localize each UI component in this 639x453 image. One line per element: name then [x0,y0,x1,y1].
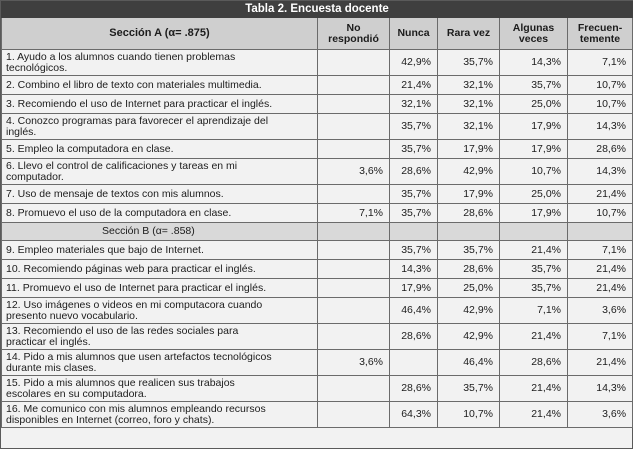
nunca-value: 35,7% [390,185,438,204]
table-row [2,279,633,298]
frecuentemente-value: 7,1% [568,50,633,76]
table-row [2,402,633,428]
frecuentemente-value: 10,7% [568,204,633,223]
no-respondio-value [318,140,390,159]
section-b-body [2,241,633,428]
table-row [2,95,633,114]
item-text: 4. Conozco programas para favorecer el aprendizaje del inglés. [2,114,318,140]
table-row [2,159,633,185]
table-row [2,50,633,76]
item-text: 9. Empleo materiales que bajo de Internet. [2,241,318,260]
survey-table [1,1,633,428]
algunas-veces-value: 35,7% [500,279,568,298]
rara-vez-value: 42,9% [438,324,500,350]
algunas-veces-value: 25,0% [500,95,568,114]
algunas-veces-value: 21,4% [500,376,568,402]
nunca-value: 42,9% [390,50,438,76]
rara-vez-value: 17,9% [438,185,500,204]
frecuentemente-value: 3,6% [568,402,633,428]
frecuentemente-value: 7,1% [568,241,633,260]
algunas-veces-value: 35,7% [500,76,568,95]
rara-vez-value: 17,9% [438,140,500,159]
item-text: 10. Recomiendo páginas web para practicar el inglés. [2,260,318,279]
no-respondio-value [318,241,390,260]
rara-vez-value: 32,1% [438,95,500,114]
rara-vez-value: 32,1% [438,114,500,140]
table-row [2,376,633,402]
frecuentemente-value: 21,4% [568,260,633,279]
no-respondio-value: 3,6% [318,159,390,185]
no-respondio-value: 3,6% [318,350,390,376]
algunas-veces-value: 28,6% [500,350,568,376]
no-respondio-value [318,76,390,95]
nunca-value: 46,4% [390,298,438,324]
no-respondio-value [318,185,390,204]
algunas-veces-value: 7,1% [500,298,568,324]
frecuentemente-value: 21,4% [568,279,633,298]
table-row [2,350,633,376]
algunas-veces-value: 21,4% [500,241,568,260]
algunas-veces-value: 14,3% [500,50,568,76]
header-algunas-veces: Algunas veces [500,18,568,50]
no-respondio-value [318,95,390,114]
no-respondio-value: 7,1% [318,204,390,223]
frecuentemente-value: 3,6% [568,298,633,324]
nunca-value: 17,9% [390,279,438,298]
no-respondio-value [318,376,390,402]
item-text: 11. Promuevo el uso de Internet para practicar el inglés. [2,279,318,298]
algunas-veces-value: 25,0% [500,185,568,204]
no-respondio-value [318,279,390,298]
nunca-value: 28,6% [390,159,438,185]
item-text: 14. Pido a mis alumnos que usen artefactos tecnológicos durante mis clases. [2,350,318,376]
item-text: 5. Empleo la computadora en clase. [2,140,318,159]
item-text: 12. Uso imágenes o videos en mi computacora cuando presento nuevo vocabulario. [2,298,318,324]
no-respondio-value [318,114,390,140]
item-text: 3. Recomiendo el uso de Internet para practicar el inglés. [2,95,318,114]
frecuentemente-value: 28,6% [568,140,633,159]
no-respondio-value [318,298,390,324]
item-text: 6. Llevo el control de calificaciones y tareas en mi computador. [2,159,318,185]
table-row [2,241,633,260]
nunca-value: 21,4% [390,76,438,95]
section-b-row [2,223,633,241]
nunca-value [390,350,438,376]
nunca-value: 14,3% [390,260,438,279]
algunas-veces-value: 17,9% [500,204,568,223]
rara-vez-value: 46,4% [438,350,500,376]
algunas-veces-value: 17,9% [500,114,568,140]
no-respondio-value [318,402,390,428]
item-text: 8. Promuevo el uso de la computadora en clase. [2,204,318,223]
rara-vez-value: 35,7% [438,50,500,76]
frecuentemente-value: 10,7% [568,76,633,95]
rara-vez-value: 35,7% [438,241,500,260]
frecuentemente-value: 21,4% [568,350,633,376]
rara-vez-value: 25,0% [438,279,500,298]
table-header-row [2,18,633,50]
table-row [2,76,633,95]
frecuentemente-value: 14,3% [568,376,633,402]
no-respondio-value [318,324,390,350]
frecuentemente-value: 14,3% [568,114,633,140]
nunca-value: 28,6% [390,324,438,350]
table-row [2,298,633,324]
table-title: Tabla 2. Encuesta docente [2,2,633,18]
nunca-value: 32,1% [390,95,438,114]
header-section-a: Sección A (α= .875) [2,18,318,50]
nunca-value: 35,7% [390,114,438,140]
no-respondio-value [318,260,390,279]
item-text: 2. Combino el libro de texto con materiales multimedia. [2,76,318,95]
rara-vez-value: 42,9% [438,159,500,185]
algunas-veces-value: 10,7% [500,159,568,185]
table-row [2,324,633,350]
table-row [2,204,633,223]
nunca-value: 64,3% [390,402,438,428]
nunca-value: 28,6% [390,376,438,402]
item-text: 16. Me comunico con mis alumnos empleando recursos disponibles en Internet (correo, foro y chats). [2,402,318,428]
frecuentemente-value: 10,7% [568,95,633,114]
header-rara-vez: Rara vez [438,18,500,50]
item-text: 7. Uso de mensaje de textos con mis alumnos. [2,185,318,204]
algunas-veces-value: 17,9% [500,140,568,159]
table-title-row [2,2,633,18]
rara-vez-value: 35,7% [438,376,500,402]
rara-vez-value: 32,1% [438,76,500,95]
algunas-veces-value: 21,4% [500,324,568,350]
header-nunca: Nunca [390,18,438,50]
nunca-value: 35,7% [390,140,438,159]
nunca-value: 35,7% [390,241,438,260]
header-frecuentemente: Frecuen- temente [568,18,633,50]
rara-vez-value: 28,6% [438,260,500,279]
item-text: 13. Recomiendo el uso de las redes sociales para practicar el inglés. [2,324,318,350]
rara-vez-value: 28,6% [438,204,500,223]
header-no-respondio: No respondió [318,18,390,50]
frecuentemente-value: 21,4% [568,185,633,204]
algunas-veces-value: 21,4% [500,402,568,428]
algunas-veces-value: 35,7% [500,260,568,279]
rara-vez-value: 42,9% [438,298,500,324]
table-row [2,185,633,204]
section-b-title: Sección B (α= .858) [2,223,318,241]
table-row [2,140,633,159]
rara-vez-value: 10,7% [438,402,500,428]
no-respondio-value [318,50,390,76]
frecuentemente-value: 7,1% [568,324,633,350]
section-b-header-body [2,223,633,241]
nunca-value: 35,7% [390,204,438,223]
item-text: 1. Ayudo a los alumnos cuando tienen problemas tecnológicos. [2,50,318,76]
table-row [2,260,633,279]
table-row [2,114,633,140]
section-a-body [2,50,633,223]
item-text: 15. Pido a mis alumnos que realicen sus trabajos escolares en su computadora. [2,376,318,402]
frecuentemente-value: 14,3% [568,159,633,185]
